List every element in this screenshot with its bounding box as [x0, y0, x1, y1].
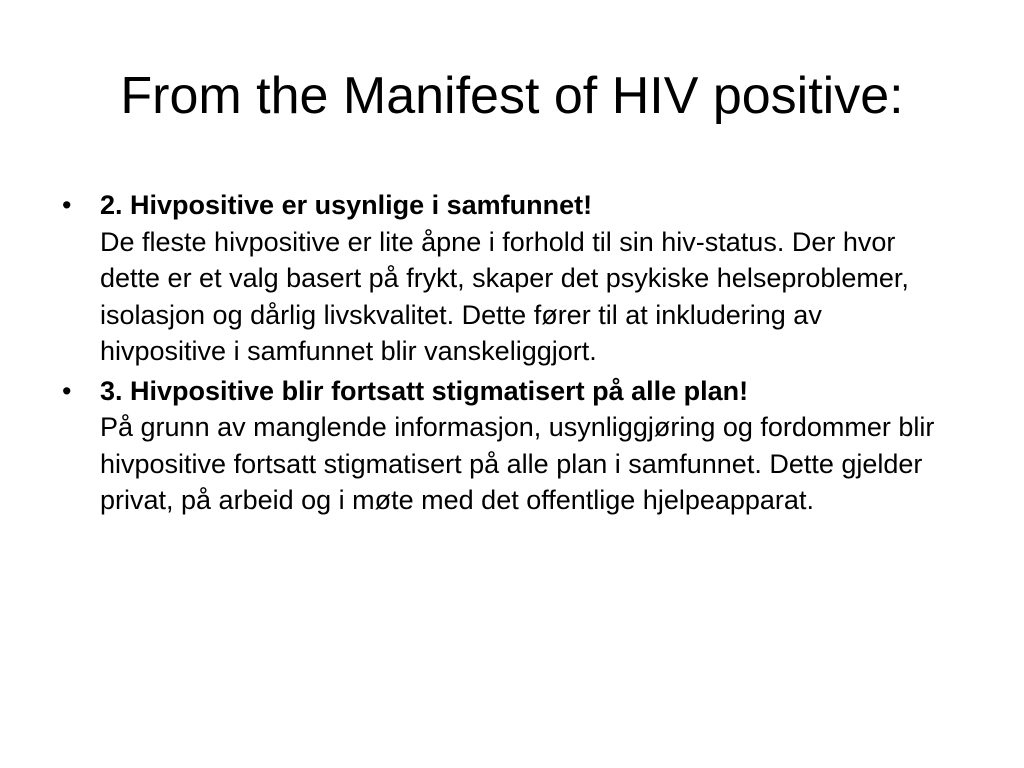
bullet-body: De fleste hivpositive er lite åpne i forhold til sin hiv-status. Der hvor dette er et valg basert på frykt, skaper det psykiske helseproblemer, isolasjon og dårlig livskvalitet. Dette fører til at inkludering av hivpositive i samfunnet blir vanskeliggjort. [100, 226, 909, 366]
bullet-heading: 2. Hivpositive er usynlige i samfunnet! [100, 190, 593, 220]
bullet-item [62, 187, 942, 370]
bullet-body: På grunn av manglende informasjon, usynliggjøring og fordommer blir hivpositive fortsatt stigmatisert på alle plan i samfunnet. Dette gjelder privat, på arbeid og i møte med det offentlige hjelpeapparat. [100, 412, 935, 515]
bullet-heading: 3. Hivpositive blir fortsatt stigmatisert på alle plan! [100, 375, 749, 406]
bullet-list [62, 187, 942, 522]
bullet-item [62, 373, 942, 519]
bullet-marker: • [62, 375, 72, 406]
slide-title: From the Manifest of HIV positive: [120, 67, 904, 125]
bullet-marker: • [62, 190, 72, 220]
